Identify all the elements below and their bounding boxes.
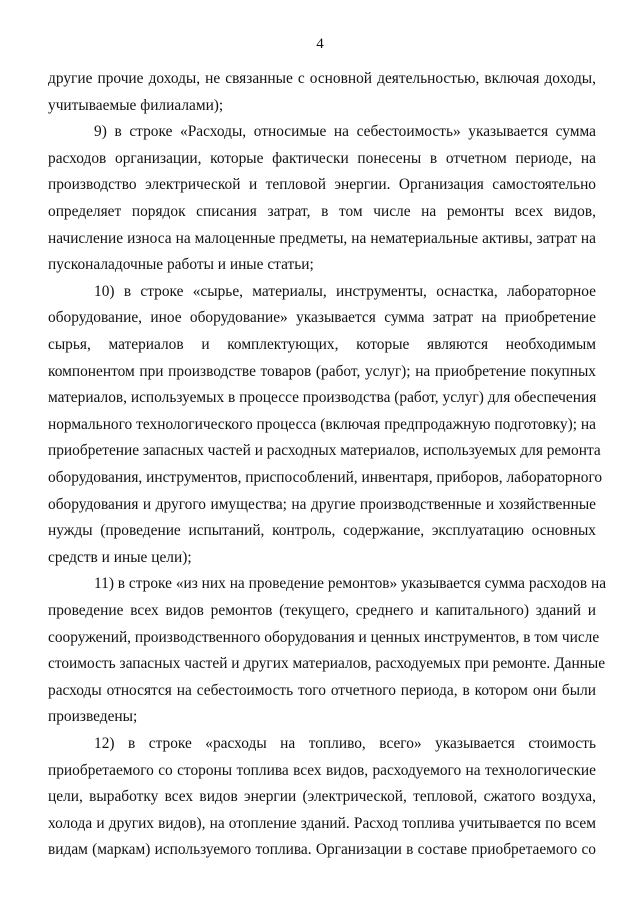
text-line: сырья, материалов и комплектующих, которые являются необходимым bbox=[48, 336, 596, 353]
text-line: оборудования, инструментов, приспособлений, инвентаря, приборов, лабораторного bbox=[48, 469, 603, 486]
text-line: 12) в строке «расходы на топливо, всего» указывается стоимость bbox=[94, 735, 596, 752]
text-line: произведены; bbox=[48, 708, 138, 726]
text-line: средств и иные цели); bbox=[48, 548, 192, 566]
text-line: определяет порядок списания затрат, в том числе на ремонты всех видов, bbox=[48, 203, 596, 220]
text-line: 10) в строке «сырье, материалы, инструменты, оснастка, лабораторное bbox=[94, 282, 596, 300]
text-line: материалов, используемых в процессе производства (работ, услуг) для обеспечения bbox=[48, 389, 597, 407]
text-line: стоимость запасных частей и других материалов, расходуемых при ремонте. Данные bbox=[48, 655, 606, 673]
text-line: компонентом при производстве товаров (работ, услуг); на приобретение покупных bbox=[48, 362, 596, 380]
text-line: начисление износа на малоценные предметы, на нематериальные активы, затрат на bbox=[48, 229, 596, 247]
text-line: приобретаемого со стороны топлива всех видов, расходуемого на технологические bbox=[48, 761, 596, 779]
text-line: пусконаладочные работы и иные статьи; bbox=[48, 256, 314, 274]
text-line: нужды (проведение испытаний, контроль, содержание, эксплуатацию основных bbox=[48, 522, 596, 540]
text-line: проведение всех видов ремонтов (текущего, среднего и капитального) зданий и bbox=[48, 602, 596, 619]
text-line: приобретение запасных частей и расходных материалов, используемых для ремонта bbox=[48, 442, 601, 460]
text-line: другие прочие доходы, не связанные с основной деятельностью, включая доходы, bbox=[48, 70, 596, 87]
text-line: производство электрической и тепловой энергии. Организация самостоятельно bbox=[48, 176, 596, 194]
text-line: оборудование, иное оборудование» указывается сумма затрат на приобретение bbox=[48, 309, 596, 327]
text-line: 9) в строке «Расходы, относимые на себестоимость» указывается сумма bbox=[94, 123, 596, 141]
text-line: холода и других видов), на отопление зданий. Расход топлива учитывается по всем bbox=[48, 814, 596, 832]
text-line: расходов организации, которые фактически понесены в отчетном периоде, на bbox=[48, 149, 596, 167]
text-line: видам (маркам) используемого топлива. Организации в составе приобретаемого со bbox=[48, 841, 596, 859]
text-line: 11) в строке «из них на проведение ремонтов» указывается сумма расходов на bbox=[94, 575, 607, 593]
text-line: нормального технологического процесса (включая предпродажную подготовку); на bbox=[48, 415, 596, 433]
text-line: расходы относятся на себестоимость того отчетного периода, в котором они были bbox=[48, 681, 596, 699]
page-number: 4 bbox=[316, 36, 324, 52]
text-line: учитываемые филиалами); bbox=[48, 96, 224, 114]
text-line: оборудования и другого имущества; на другие производственные и хозяйственные bbox=[48, 495, 596, 513]
text-line: сооружений, производственного оборудования и ценных инструментов, в том числе bbox=[48, 628, 600, 646]
text-line: цели, выработку всех видов энергии (электрической, тепловой, сжатого воздуха, bbox=[48, 788, 596, 806]
